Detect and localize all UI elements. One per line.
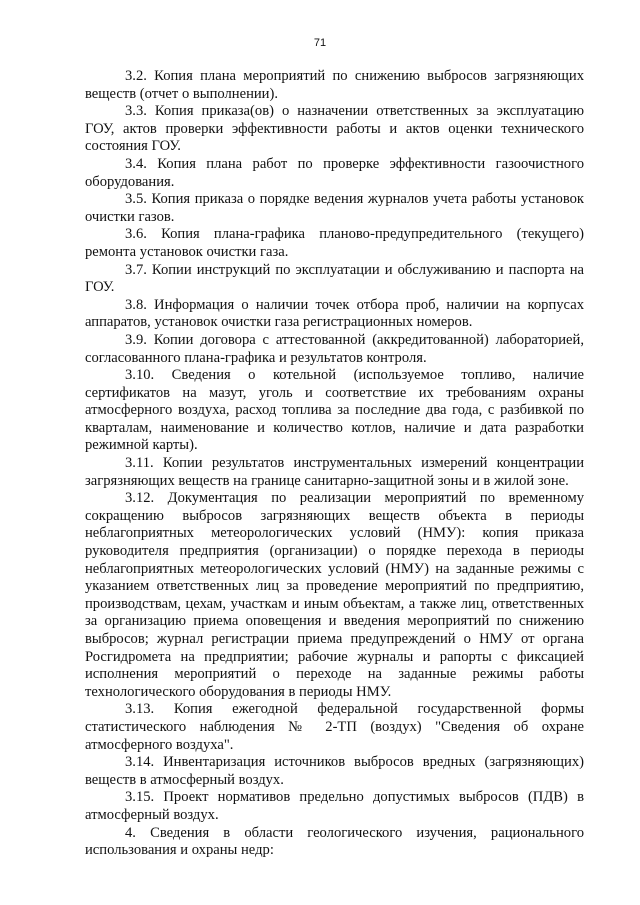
page-number: 71 (313, 37, 327, 49)
paragraph-3-4: 3.4. Копия плана работ по проверке эффективности газоочистного оборудования. (85, 155, 584, 190)
paragraph-3-12: 3.12. Документация по реализации мероприятий по временному сокращению выбросов загрязняющих веществ объекта в периоды неблагоприятных метеорологических условий (НМУ): копия приказа руководителя предприятия (организации) о порядке перехода в периоды неблагоприятных метеорологических условий (НМУ) на заданные режимы с указанием ответственных лиц за проведение мероприятий по предприятию, производствам, цехам, участкам и иным объектам, а также лиц, ответственных за организацию приема оповещения и введения мероприятий по снижению выбросов; журнал регистрации приема предупреждений о НМУ от органа Росгидромета на предприятии; рабочие журналы и рапорты с фиксацией исполнения мероприятий о переходе на заданные режимы работы технологического оборудования в периоды НМУ. (85, 490, 584, 700)
document-body (85, 68, 584, 860)
paragraph-3-15: 3.15. Проект нормативов предельно допустимых выбросов (ПДВ) в атмосферный воздух. (85, 789, 584, 823)
paragraph-3-10: 3.10. Сведения о котельной (используемое топливо, наличие сертификатов на мазут, уголь и соответствие их требованиям охраны атмосферного воздуха, расход топлива за последние два года, с разбивкой по кварталам, наименование и количество котлов, наличие и дата разработки режимной карты). (85, 367, 584, 454)
paragraph-3-2: 3.2. Копия плана мероприятий по снижению выбросов загрязняющих веществ (отчет о выполнении). (85, 68, 584, 102)
paragraph-3-14: 3.14. Инвентаризация источников выбросов вредных (загрязняющих) веществ в атмосферный воздух. (85, 754, 584, 788)
paragraph-3-6: 3.6. Копия плана-графика планово-предупредительного (текущего) ремонта установок очистки газа. (85, 226, 584, 260)
paragraph-3-3: 3.3. Копия приказа(ов) о назначении ответственных за эксплуатацию ГОУ, актов проверки эффективности работы и актов оценки технического состояния ГОУ. (85, 103, 584, 155)
paragraph-3-9: 3.9. Копии договора с аттестованной (аккредитованной) лабораторией, согласованного плана-графика и результатов контроля. (85, 331, 584, 366)
paragraph-3-7: 3.7. Копии инструкций по эксплуатации и обслуживанию и паспорта на ГОУ. (85, 261, 584, 296)
paragraph-3-13: 3.13. Копия ежегодной федеральной государственной формы статистического наблюдения № 2-ТП (воздух) "Сведения об охране атмосферного воздуха". (85, 701, 584, 753)
paragraph-4: 4. Сведения в области геологического изучения, рационального использования и охраны недр: (85, 824, 584, 859)
paragraph-3-8: 3.8. Информация о наличии точек отбора проб, наличии на корпусах аппаратов, установок очистки газа регистрационных номеров. (85, 296, 584, 331)
paragraph-3-11: 3.11. Копии результатов инструментальных измерений концентрации загрязняющих веществ на границе санитарно-защитной зоны и в жилой зоне. (85, 455, 584, 489)
paragraph-3-5: 3.5. Копия приказа о порядке ведения журналов учета работы установок очистки газов. (85, 191, 584, 225)
